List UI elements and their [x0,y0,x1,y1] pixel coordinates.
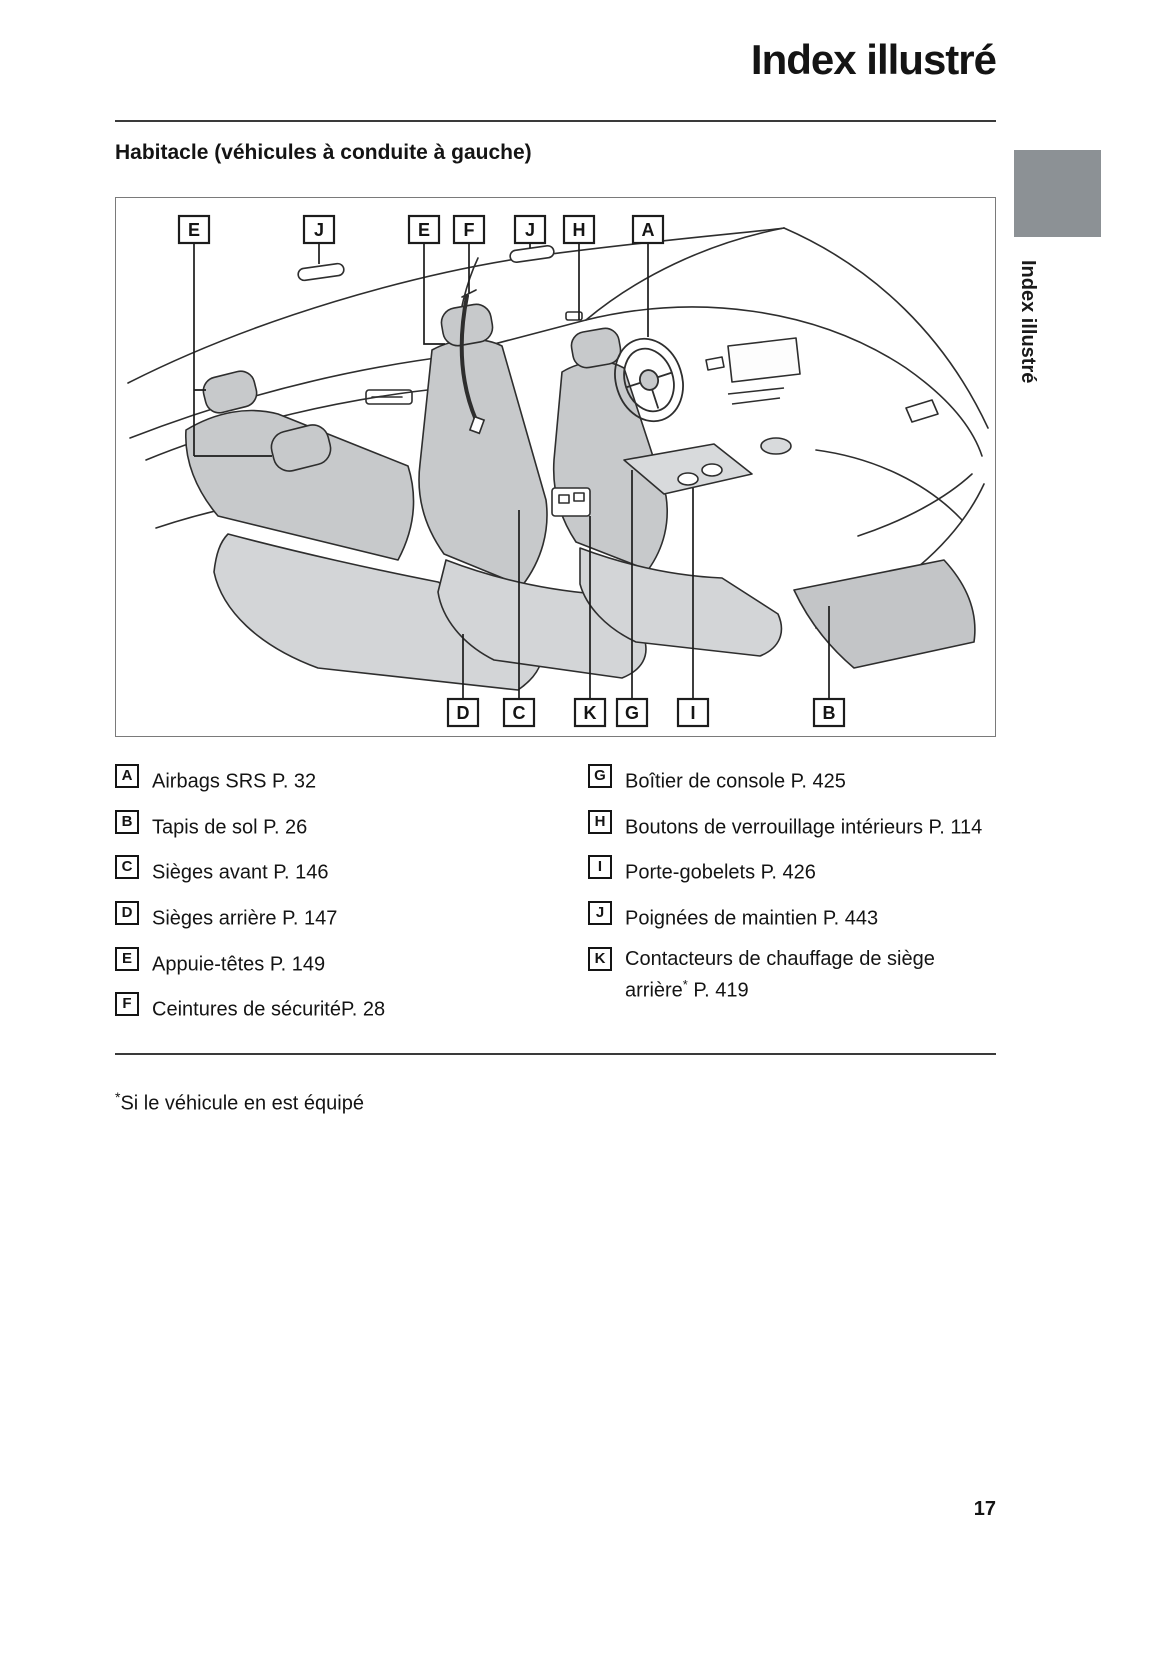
legend-label: Airbags SRS P. 32 [152,770,317,793]
callout-box [515,216,545,243]
callout-box [814,699,844,726]
page-title: Index illustré [750,36,996,83]
legend-key: D [115,901,139,925]
callout-box [575,699,605,726]
diagram-label: C [512,703,526,723]
chapter-tab-label: Index illustré [1017,260,1039,384]
footnote-text: Si le véhicule en est équipé [120,1092,364,1115]
callout-box [678,699,708,726]
diagram-label: F [463,220,475,240]
legend-column-right [588,763,995,1037]
rear-headrest-far [200,368,259,416]
legend-label: Sièges avant P. 146 [152,861,329,884]
legend-key: I [588,855,612,879]
legend-label: Tapis de sol P. 26 [152,816,308,839]
legend-key: K [588,947,612,971]
callout-boxes-bottom [448,699,844,726]
callout-box [617,699,647,726]
footer-divider [115,1053,996,1055]
legend-item-airbags [115,763,588,795]
gear-shifter [761,438,791,454]
legend-key: F [115,992,139,1016]
floor-mat [794,560,975,668]
callout-box [409,216,439,243]
diagram-label: G [624,703,640,723]
legend-item-lock-buttons [588,809,995,841]
legend-label: Contacteurs de chauffage de siège arrière* P. 419 [625,947,935,1002]
chapter-tab [1014,150,1101,237]
callout-box [179,216,209,243]
diagram-label: J [313,220,325,240]
interior-illustration [116,198,995,736]
legend-label: Boîtier de console P. 425 [625,770,846,793]
legend-item-rear-seats [115,900,588,932]
grab-handle-front [509,245,554,263]
dashboard-screen [728,338,800,382]
legend-label: Poignées de maintien P. 443 [625,907,879,930]
page-number: 17 [973,1498,996,1520]
diagram-label: B [822,703,836,723]
callout-box [454,216,484,243]
legend-item-seat-heaters [588,946,995,1004]
legend-label: Appuie-têtes P. 149 [152,953,326,976]
legend-item-front-seats [115,854,588,886]
footnote-asterisk: * [115,1088,121,1105]
legend-key: B [115,810,139,834]
diagram-label: E [187,220,201,240]
interior-diagram [115,197,996,737]
page-content [115,0,996,1520]
legend-item-head-restraints [115,946,588,978]
footnote [115,1089,996,1116]
section-heading: Habitacle (véhicules à conduite à gauche) [115,141,532,164]
callout-box [633,216,663,243]
legend-key: E [115,947,139,971]
legend-key: G [588,764,612,788]
callout-box [304,216,334,243]
diagram-label: K [583,703,597,723]
diagram-label: A [641,220,655,240]
legend-item-seat-belts [115,991,588,1023]
diagram-label: H [572,220,586,240]
legend-item-cup-holders [588,854,995,886]
callout-box [564,216,594,243]
cup-holder [702,464,722,476]
legend-item-console-box [588,763,995,795]
legend-key: A [115,764,139,788]
legend-label: Boutons de verrouillage intérieurs P. 114 [625,816,983,839]
legend-label: Sièges arrière P. 147 [152,907,338,930]
diagram-label: I [690,703,696,723]
diagram-label: J [524,220,536,240]
legend-label: Porte-gobelets P. 426 [625,861,816,884]
legend-item-floor-mats [115,809,588,841]
dashboard [706,338,800,404]
callout-boxes-top [179,216,663,243]
diagram-label: E [417,220,431,240]
legend-key: J [588,901,612,925]
callout-box [504,699,534,726]
cup-holder [678,473,698,485]
callout-box [448,699,478,726]
legend-column-left [115,763,588,1037]
legend [115,763,996,1037]
legend-item-grab-handles [588,900,995,932]
seat-heater-switches [552,488,590,516]
legend-label: Ceintures de sécuritéP. 28 [152,998,386,1021]
grab-handle-rear [297,263,344,281]
legend-key: H [588,810,612,834]
diagram-label: D [456,703,470,723]
legend-key: C [115,855,139,879]
header-divider [115,120,996,122]
